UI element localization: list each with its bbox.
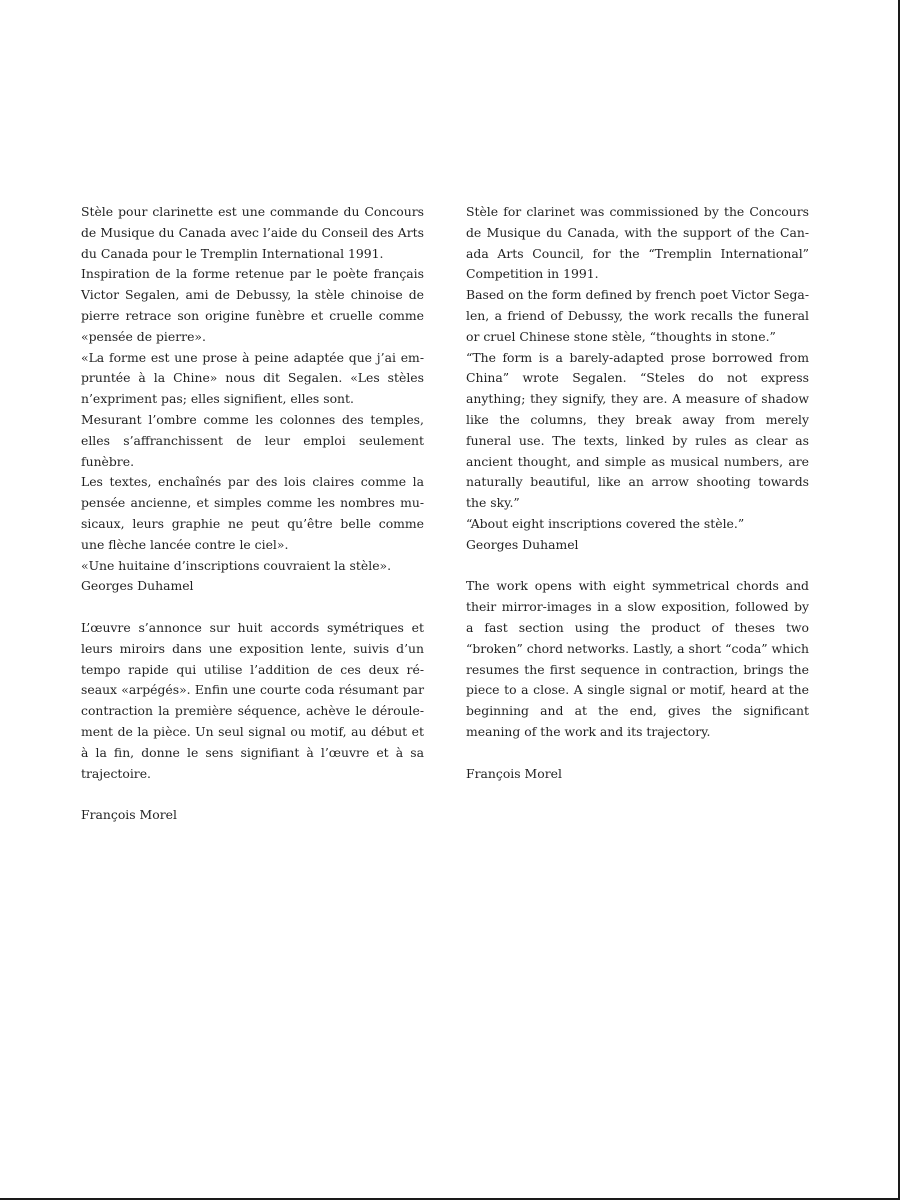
french-signature: François Morel bbox=[81, 807, 177, 823]
french-shadow-paragraph: Mesurant l’ombre comme les colonnes des temples, elles s’affranchissent de leur emploi seulement funèbre. bbox=[81, 411, 424, 469]
french-texts-paragraph: Les textes, enchaînés par des lois claires comme la pensée ancienne, et simples comme les nombres musicaux, leurs graphie ne peut qu’être belle comme une flèche lancée contre le ciel». bbox=[81, 474, 424, 552]
english-description-paragraph: The work opens with eight symmetrical chords and their mirror-images in a slow exposition, followed by a fast section using the product of theses two “broken” chord networks. Lastly, a short “coda” which resumes the first sequence in contraction, brings the piece to a close. A single signal or motif, heard at the beginning and at the end, gives the significant meaning of the work and its trajectory. bbox=[466, 578, 809, 739]
english-column bbox=[466, 202, 809, 784]
french-inscriptions-quote: «Une huitaine d’inscriptions couvraient la stèle». bbox=[81, 557, 392, 573]
english-commission-paragraph: Stèle for clarinet was commissioned by the Concours de Musique du Canada, with the support of the Canada Arts Council, for the “Tremplin International” Competition in 1991. bbox=[466, 204, 809, 282]
english-form-paragraph: Based on the form defined by french poet Victor Segalen, a friend of Debussy, the work recalls the funeral or cruel Chinese stone stèle, “thoughts in stone.” bbox=[466, 287, 809, 344]
english-signature: François Morel bbox=[466, 765, 562, 781]
french-commission-paragraph: Stèle pour clarinette est une commande du Concours de Musique du Canada avec l’aide du Conseil des Arts du Canada pour le Tremplin International 1991. bbox=[81, 204, 424, 261]
french-segalen-quote: «La forme est une prose à peine adaptée que j’ai empruntée à la Chine» nous dit Segalen. «Les stèles n’expriment pas; elles signifient, elles sont. bbox=[81, 349, 424, 407]
french-inspiration-paragraph: Inspiration de la forme retenue par le poète français Victor Segalen, ami de Debussy, la stèle chinoise de pierre retrace son origine funèbre et cruelle comme «pensée de pierre». bbox=[81, 266, 424, 344]
french-description-paragraph: L’œuvre s’annonce sur huit accords symétriques et leurs miroirs dans une exposition lente, suivis d’un tempo rapide qui utilise l’addition de ces deux réseaux «arpégés». Enfin une courte coda résumant par contraction la première séquence, achève le déroulement de la pièce. Un seul signal ou motif, au début et à la fin, donne le sens signifiant à l’œuvre et à sa trajectoire. bbox=[81, 619, 424, 781]
french-column bbox=[81, 202, 424, 826]
french-quote-author: Georges Duhamel bbox=[81, 578, 194, 594]
english-segalen-quote: “The form is a barely-adapted prose borrowed from China” wrote Segalen. “Steles do not express anything; they signify, they are. A measure of shadow like the columns, they break away from merely funeral use. The texts, linked by rules as clear as ancient thought, and simple as musical numbers, are naturally beautiful, like an arrow shooting towards the sky.” bbox=[466, 349, 809, 511]
english-quote-author: Georges Duhamel bbox=[466, 536, 579, 552]
english-inscriptions-quote: “About eight inscriptions covered the stèle.” bbox=[466, 515, 745, 531]
